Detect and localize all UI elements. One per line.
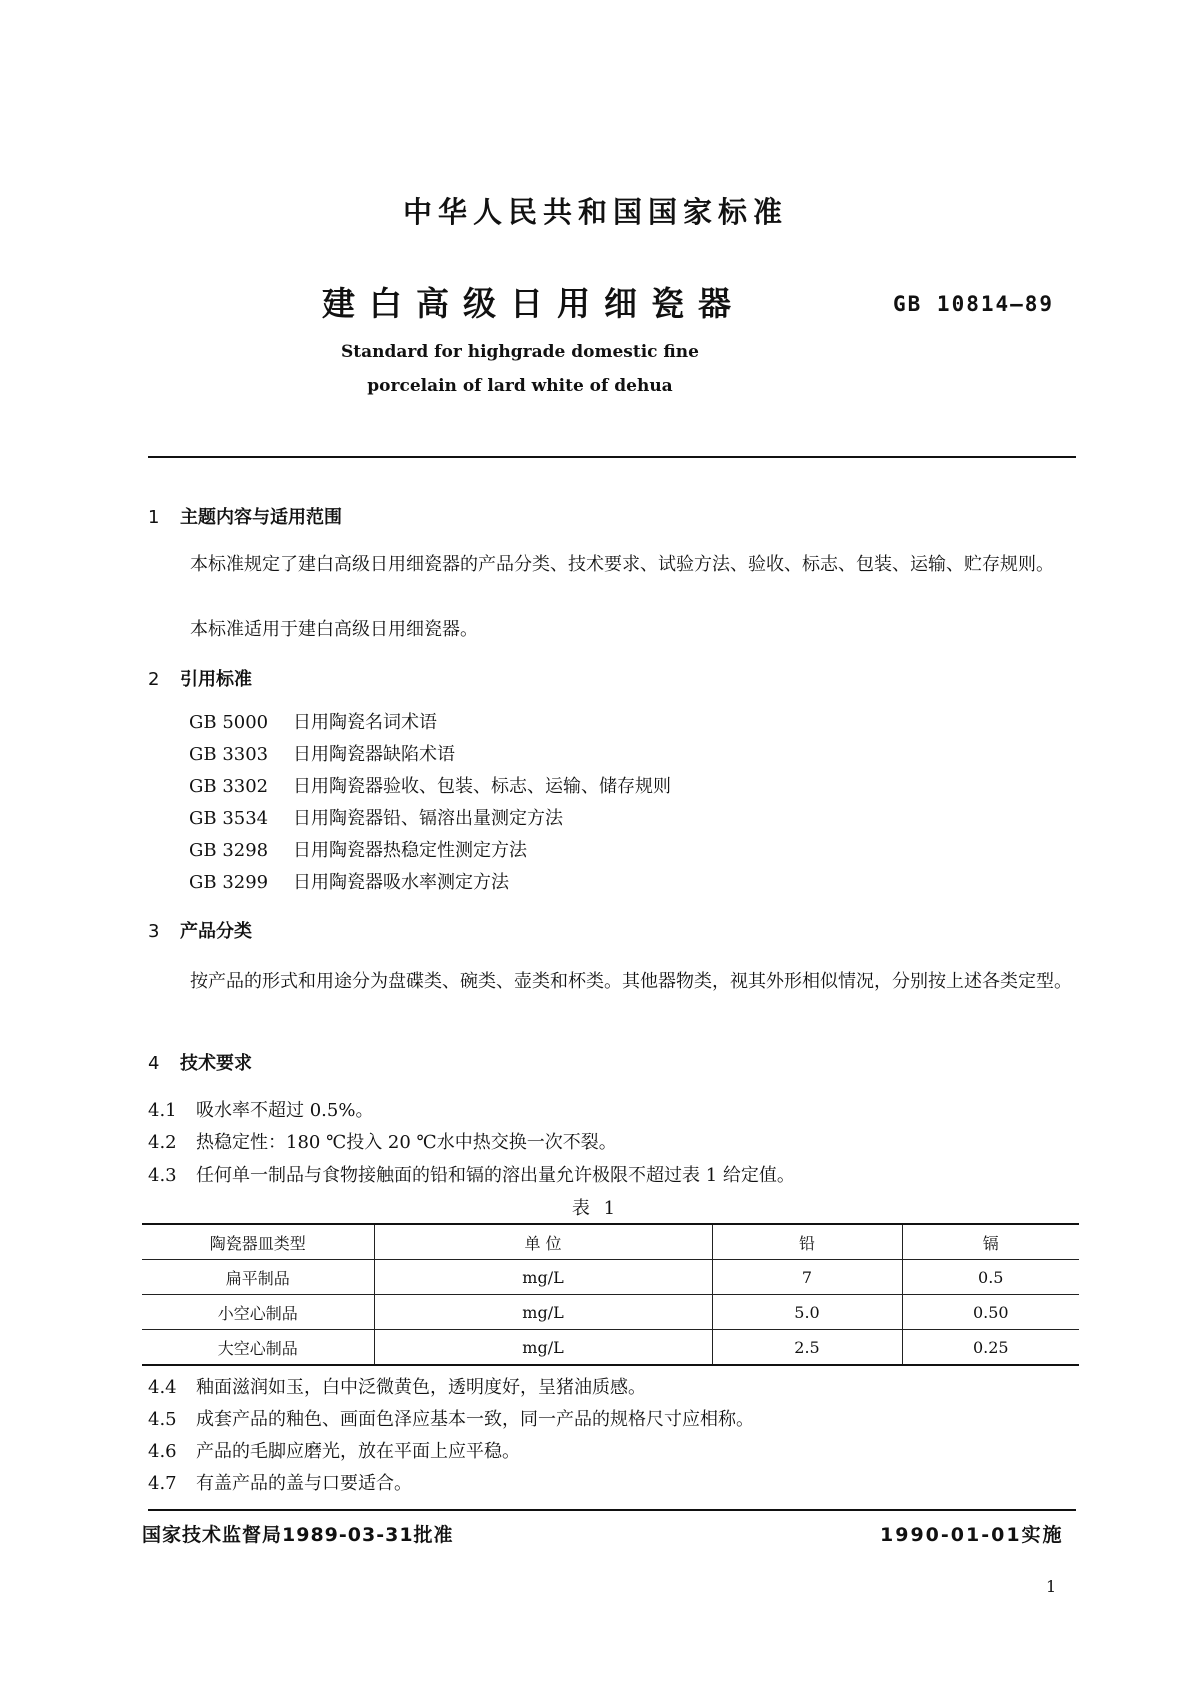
ref-name: 日用陶瓷器铅、镉溶出量测定方法 xyxy=(293,808,563,829)
section-title: 主题内容与适用范围 xyxy=(180,507,342,528)
section-number: 1 xyxy=(148,507,160,528)
standard-code: GB 10814—89 xyxy=(893,292,1055,316)
table-cell: 扁平制品 xyxy=(142,1260,374,1295)
page-number: 1 xyxy=(1046,1577,1057,1596)
item-text: 产品的毛脚应磨光，放在平面上应平稳。 xyxy=(196,1441,520,1462)
table-cell: 2.5 xyxy=(712,1330,902,1366)
table-cell: 0.25 xyxy=(902,1330,1079,1366)
table-row xyxy=(142,1295,1079,1330)
section-1-heading xyxy=(148,503,342,529)
section-2-heading xyxy=(148,665,252,691)
header-divider xyxy=(148,456,1076,458)
section-number: 2 xyxy=(148,669,160,690)
item-number: 4.7 xyxy=(148,1473,177,1494)
table-cell: 0.50 xyxy=(902,1295,1079,1330)
ref-code: GB 3299 xyxy=(189,872,269,893)
section-4-heading xyxy=(148,1049,252,1075)
column-header: 单 位 xyxy=(374,1224,712,1260)
section-title: 产品分类 xyxy=(180,921,252,942)
ref-name: 日用陶瓷器验收、包装、标志、运输、储存规则 xyxy=(293,776,671,797)
ref-name: 日用陶瓷器热稳定性测定方法 xyxy=(293,840,527,861)
list-item xyxy=(189,867,671,899)
ref-name: 日用陶瓷名词术语 xyxy=(293,712,437,733)
list-item xyxy=(189,707,671,739)
item-text: 吸水率不超过 0.5%。 xyxy=(196,1100,374,1121)
requirement-item xyxy=(148,1161,795,1187)
table-cell: 5.0 xyxy=(712,1295,902,1330)
approval-line: 国家技术监督局1989-03-31批准 xyxy=(142,1524,454,1546)
effective-date-line: 1990-01-01实施 xyxy=(880,1524,1064,1546)
column-header: 铅 xyxy=(712,1224,902,1260)
ref-code: GB 3303 xyxy=(189,744,269,765)
table-cell: mg/L xyxy=(374,1330,712,1366)
item-number: 4.1 xyxy=(148,1100,177,1121)
section-title: 引用标准 xyxy=(180,669,252,690)
item-number: 4.3 xyxy=(148,1165,177,1186)
item-number: 4.6 xyxy=(148,1441,177,1462)
ref-code: GB 3534 xyxy=(189,808,269,829)
item-number: 4.5 xyxy=(148,1409,177,1430)
item-number: 4.2 xyxy=(148,1132,177,1153)
footer-divider xyxy=(148,1509,1076,1511)
section-title: 技术要求 xyxy=(180,1053,252,1074)
section-number: 3 xyxy=(148,921,160,942)
table-header-row xyxy=(142,1224,1079,1260)
list-item xyxy=(189,739,671,771)
table-caption: 表 1 xyxy=(571,1198,620,1219)
referenced-standards-list xyxy=(189,707,671,899)
table-row xyxy=(142,1330,1079,1366)
ref-code: GB 3302 xyxy=(189,776,269,797)
requirement-item xyxy=(148,1096,373,1122)
item-text: 釉面滋润如玉，白中泛微黄色，透明度好，呈猪油质感。 xyxy=(196,1377,646,1398)
item-text: 任何单一制品与食物接触面的铅和镉的溶出量允许极限不超过表 1 给定值。 xyxy=(196,1165,795,1186)
requirement-item xyxy=(148,1128,617,1154)
list-item xyxy=(189,803,671,835)
table-row xyxy=(142,1260,1079,1295)
lead-cadmium-limit-table xyxy=(142,1223,1079,1366)
section-1-paragraph-2: 本标准适用于建白高级日用细瓷器。 xyxy=(190,619,478,640)
english-title-line2: porcelain of lard white of dehua xyxy=(367,376,673,396)
item-text: 热稳定性：180 ℃投入 20 ℃水中热交换一次不裂。 xyxy=(196,1132,617,1153)
ref-code: GB 3298 xyxy=(189,840,269,861)
section-number: 4 xyxy=(148,1053,160,1074)
requirement-item xyxy=(148,1469,412,1495)
list-item xyxy=(189,835,671,867)
item-text: 成套产品的釉色、画面色泽应基本一致，同一产品的规格尺寸应相称。 xyxy=(196,1409,754,1430)
national-standard-title: 中华人民共和国国家标准 xyxy=(402,195,788,229)
requirement-item xyxy=(148,1437,520,1463)
column-header: 陶瓷器皿类型 xyxy=(142,1224,374,1260)
section-3-paragraph: 按产品的形式和用途分为盘碟类、碗类、壶类和杯类。其他器物类，视其外形相似情况，分别按上述各类定型。 xyxy=(190,971,1072,992)
table-cell: 7 xyxy=(712,1260,902,1295)
requirement-item xyxy=(148,1373,646,1399)
section-3-heading xyxy=(148,917,252,943)
standard-title: 建白高级日用细瓷器 xyxy=(322,284,745,323)
section-1-paragraph-1: 本标准规定了建白高级日用细瓷器的产品分类、技术要求、试验方法、验收、标志、包装、运输、贮存规则。 xyxy=(190,554,1054,575)
table-cell: 小空心制品 xyxy=(142,1295,374,1330)
table-cell: 0.5 xyxy=(902,1260,1079,1295)
item-text: 有盖产品的盖与口要适合。 xyxy=(196,1473,412,1494)
table-cell: mg/L xyxy=(374,1260,712,1295)
ref-code: GB 5000 xyxy=(189,712,269,733)
requirement-item xyxy=(148,1405,754,1431)
table-cell: 大空心制品 xyxy=(142,1330,374,1366)
ref-name: 日用陶瓷器吸水率测定方法 xyxy=(293,872,509,893)
ref-name: 日用陶瓷器缺陷术语 xyxy=(293,744,455,765)
list-item xyxy=(189,771,671,803)
column-header: 镉 xyxy=(902,1224,1079,1260)
table-cell: mg/L xyxy=(374,1295,712,1330)
english-title-line1: Standard for highgrade domestic fine xyxy=(341,342,699,362)
item-number: 4.4 xyxy=(148,1377,177,1398)
